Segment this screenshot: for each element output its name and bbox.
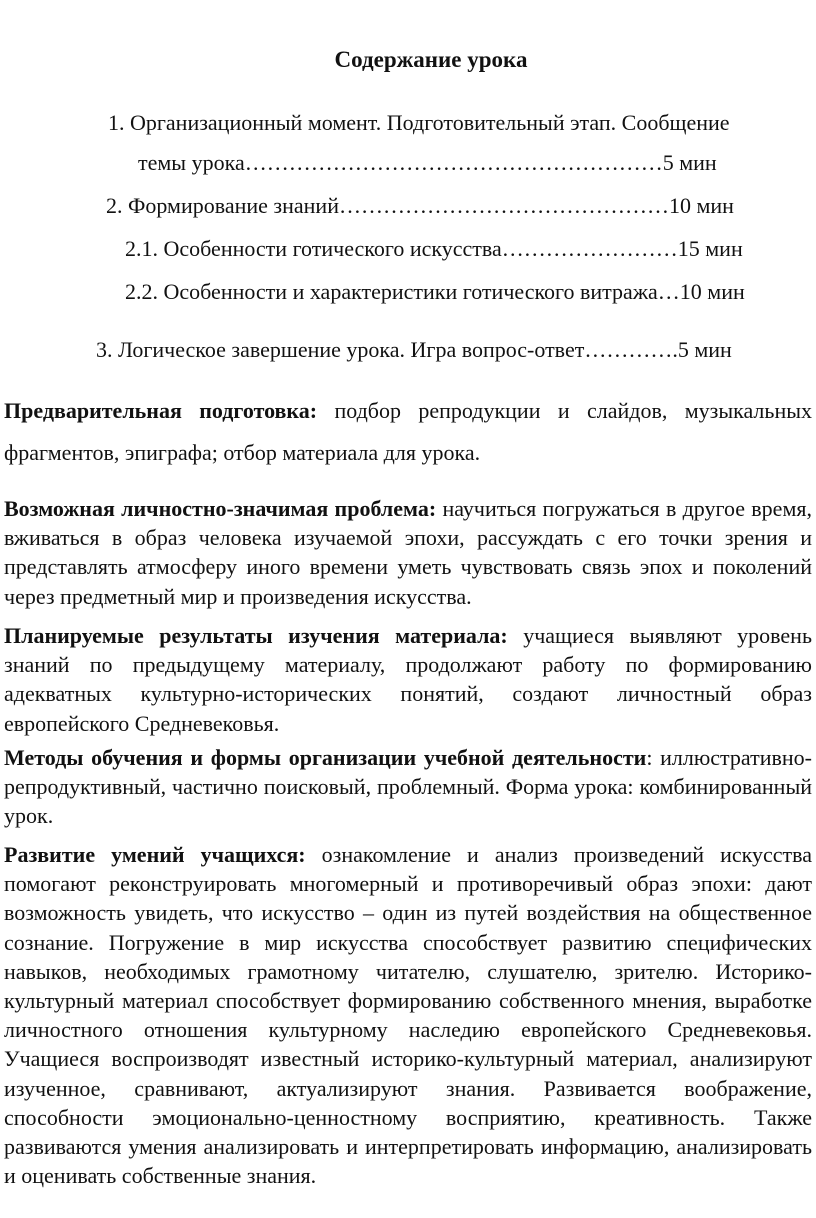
toc-item-2: 2. Формирование знаний………………………………………10 мин: [106, 193, 734, 218]
toc-item-1-cont: темы урока…………………………………………………5 мин: [138, 150, 717, 175]
section-label: Предварительная подготовка:: [4, 398, 318, 423]
section-skills: [4, 840, 812, 1190]
section-text: ознакомление и анализ произведений искусства помогают реконструировать многомерный и противоречивый образ эпохи: дают возможность увидеть, что искусство – один из путей воздействия на общественное сознание. Погружение в мир искусства способствует развитию специфических навыков, необходимых грамотному читателю, слушателю, зрителю. Историко-культурный материал способствует формированию собственного мнения, выработке личностного отношения культурному наследию европейского Средневековья. Учащиеся воспроизводят известный историко-культурный материал, анализируют изученное, сравнивают, актуализируют знания. Развивается воображение, способности эмоционально-ценностному восприятию, креативность. Также развиваются умения анализировать и интерпретировать информацию, анализировать и оценивать собственные знания.: [4, 842, 812, 1189]
section-methods: [4, 743, 812, 831]
section-label: Возможная личностно-значимая проблема:: [4, 496, 437, 521]
section-label: Методы обучения и формы организации учебной деятельности: [4, 745, 647, 770]
section-problem: [4, 494, 812, 611]
section-label: Планируемые результаты изучения материала:: [4, 623, 508, 648]
section-planned-results: [4, 621, 812, 738]
section-text: : иллюстративно-репродуктивный, частично поисковый, проблемный. Форма урока: комбинированный урок.: [4, 745, 812, 829]
toc-item-2-1: 2.1. Особенности готического искусства……………………15 мин: [125, 236, 743, 261]
toc-item-3: 3. Логическое завершение урока. Игра вопрос-ответ………….5 мин: [96, 337, 732, 362]
section-preparation: [4, 390, 812, 474]
page-title: Содержание урока: [334, 47, 528, 72]
toc-item-1: 1. Организационный момент. Подготовительный этап. Сообщение: [108, 110, 730, 135]
section-text: подбор репродукции и слайдов, музыкальных фрагментов, эпиграфа; отбор материала для урока.: [4, 398, 812, 465]
section-text: научиться погружаться в другое время, вживаться в образ человека изучаемой эпохи, рассуждать с его точки зрения и представлять атмосферу иного времени уметь чувствовать связь эпох и поколений через предметный мир и произведения искусства.: [4, 496, 812, 609]
toc-item-2-2: 2.2. Особенности и характеристики готического витража…10 мин: [125, 279, 745, 304]
section-label: Развитие умений учащихся:: [4, 842, 306, 867]
section-text: учащиеся выявляют уровень знаний по предыдущему материалу, продолжают работу по формированию адекватных культурно-исторических понятий, создают личностный образ европейского Средневековья.: [4, 623, 812, 736]
